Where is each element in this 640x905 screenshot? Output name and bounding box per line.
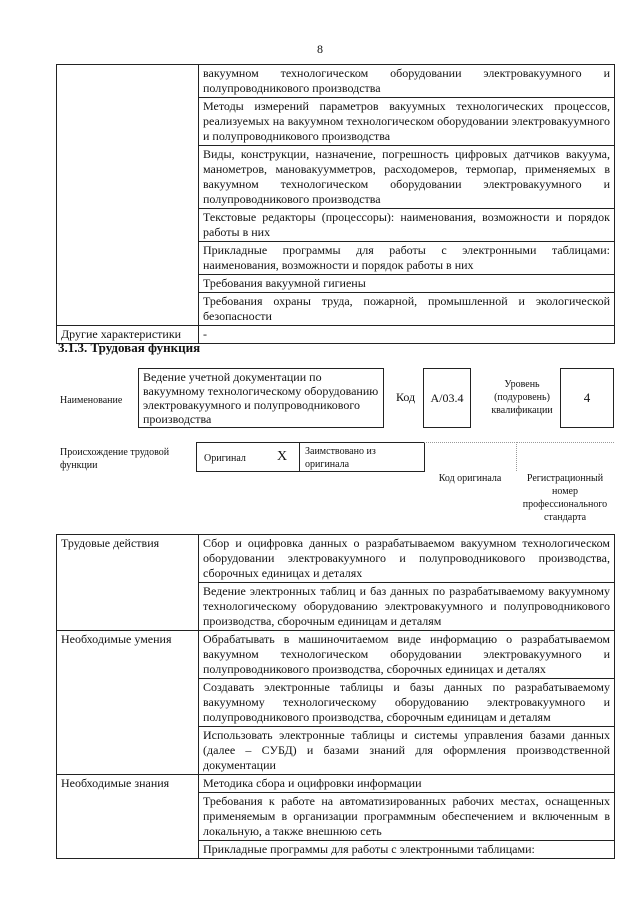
row-label: Трудовые действия [57, 535, 199, 631]
labor-function-table [56, 534, 615, 859]
row-text: Прикладные программы для работы с электронными таблицами: наименования, возможности и порядок работы в них [199, 242, 615, 275]
row-text: Сбор и оцифровка данных о разрабатываемом вакуумном технологическом оборудовании электровакуумного и полупроводникового производства, сборочных единицах и деталях [199, 535, 615, 583]
row-text: Требования к работе на автоматизированных рабочих местах, оснащенных применяемым в организации программным обеспечением и включенным в локальную, а также внешнюю сеть [199, 793, 615, 841]
table-row [57, 535, 615, 583]
level-box [560, 368, 614, 428]
borrowed-label: Заимствовано из оригинала [305, 446, 376, 470]
row-text: Использовать электронные таблицы и системы управления базами данных (далее – СУБД) и базами знаний для оформления производственной документации [199, 727, 615, 775]
code-original-box [424, 442, 517, 471]
name-box [138, 368, 384, 428]
code-box [423, 368, 471, 428]
code-value: А/03.4 [430, 391, 464, 405]
name-label: Наименование [60, 395, 123, 406]
page-number: 8 [317, 42, 323, 56]
knowledge-table-continued [56, 64, 615, 344]
origin-label: Происхождение трудовой функции [60, 447, 170, 471]
row-text: Методы измерений параметров вакуумных технологических процессов, реализуемых на вакуумном технологическом оборудовании электровакуумного и полупроводникового производства [199, 98, 615, 146]
row-text: вакуумном технологическом оборудовании электровакуумного и полупроводникового производства [199, 65, 615, 98]
row-text: Ведение электронных таблиц и баз данных по разрабатываемому вакуумному технологическому оборудованию электровакуумного и полупроводникового производства, сборочным единицам и деталям [199, 583, 615, 631]
level-label: Уровень (подуровень) квалификации [491, 379, 553, 416]
row-text: Текстовые редакторы (процессоры): наименования, возможности и порядок работы в них [199, 209, 615, 242]
table-row [57, 775, 615, 793]
section-title: 3.1.3. Трудовая функция [58, 340, 201, 355]
row-text: Требования охраны труда, пожарной, промышленной и экологической безопасности [199, 293, 615, 326]
reg-number-label: Регистрационный номер профессионального стандарта [522, 473, 608, 523]
row-label: Другие характеристики [57, 326, 199, 344]
borrowed-box [299, 442, 425, 472]
row-label: Необходимые умения [57, 631, 199, 775]
reg-number-box [516, 442, 614, 471]
code-label: Код [396, 390, 416, 404]
row-text: Создавать электронные таблицы и базы данных по разрабатываемому вакуумному технологическому оборудованию электровакуумного и полупроводникового производства, сборочным единицам и деталям [199, 679, 615, 727]
table-row [57, 65, 615, 98]
table-row [57, 631, 615, 679]
row-label [57, 65, 199, 326]
row-text: Обрабатывать в машиночитаемом виде информацию о разрабатываемом вакуумном технологическом оборудовании электровакуумного и полупроводникового производства, сборочных единицах и деталях [199, 631, 615, 679]
original-label: Оригинал [204, 453, 246, 464]
row-text: Виды, конструкции, назначение, погрешность цифровых датчиков вакуума, манометров, мановакуумметров, расходомеров, термопар, применяемых в вакуумном технологическом оборудовании электровакуумного и полупроводникового производства [199, 146, 615, 209]
original-mark: X [277, 449, 288, 464]
level-value: 4 [583, 390, 591, 405]
row-text: - [199, 326, 615, 344]
row-text: Прикладные программы для работы с электронными таблицами: [199, 841, 615, 859]
original-box [196, 442, 300, 472]
row-text: Методика сбора и оцифровки информации [199, 775, 615, 793]
row-label: Необходимые знания [57, 775, 199, 859]
code-original-label: Код оригинала [438, 473, 502, 484]
row-text: Требования вакуумной гигиены [199, 275, 615, 293]
name-value: Ведение учетной документации по вакуумному технологическому оборудованию электровакуумного и полупроводникового производства [143, 370, 379, 426]
